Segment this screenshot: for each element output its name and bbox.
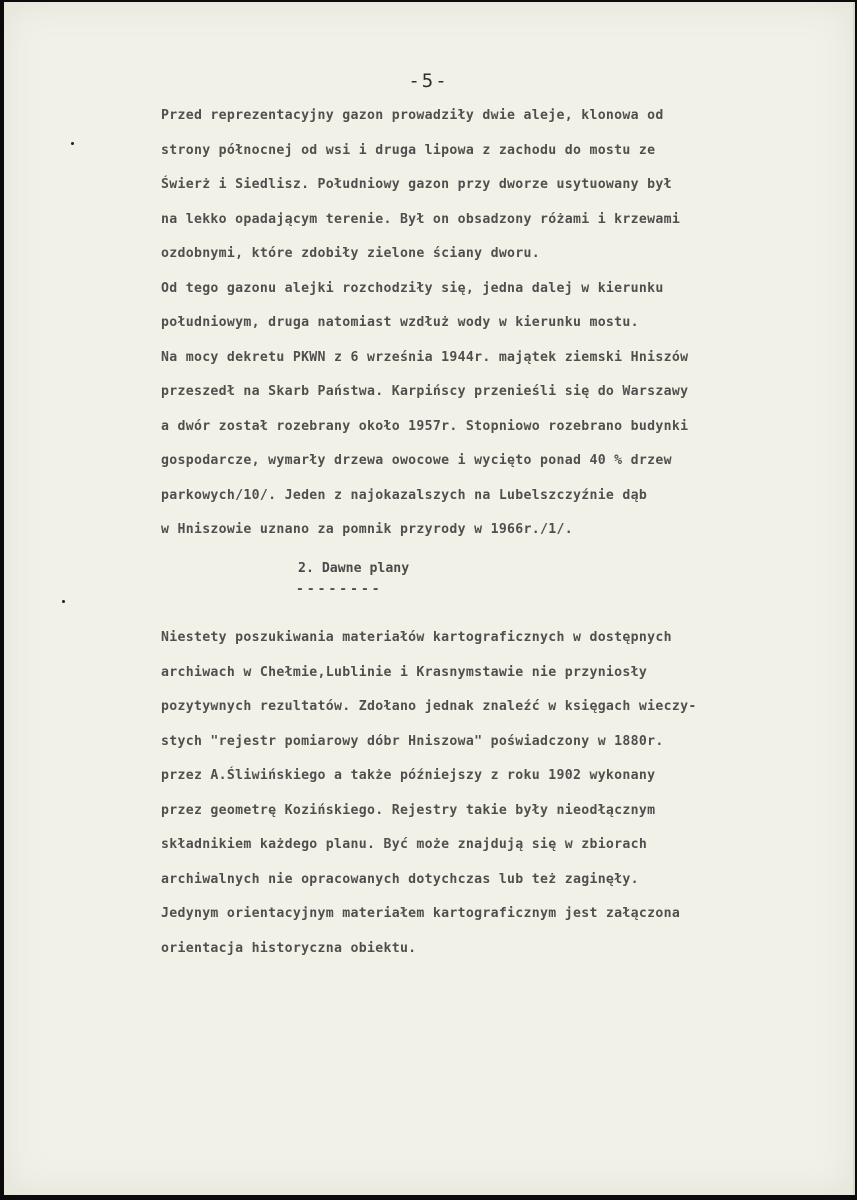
text-line: Od tego gazonu alejki rozchodziły się, jedna dalej w kierunku: [161, 280, 664, 296]
text-line: stych "rejestr pomiarowy dóbr Hniszowa" poświadczony w 1880r.: [161, 733, 664, 749]
text-line: na lekko opadającym terenie. Był on obsadzony różami i krzewami: [161, 211, 681, 227]
text-line: gospodarcze, wymarły drzewa owocowe i wycięto ponad 40 % drzew: [161, 453, 672, 468]
text-line: archiwalnych nie opracowanych dotychczas lub też zaginęły.: [161, 871, 639, 887]
text-line: południowym, druga natomiast wzdłuż wody w kierunku mostu.: [161, 315, 639, 330]
text-line: Jedynym orientacyjnym materiałem kartograficznym jest załączona: [161, 906, 681, 921]
text-line: w Hniszowie uznano za pomnik przyrody w 1966r./1/.: [161, 522, 573, 537]
margin-speck: [71, 142, 74, 145]
section-heading: 2. Dawne plany: [298, 561, 410, 576]
text-line: przeszedł na Skarb Państwa. Karpińscy przenieśli się do Warszawy: [161, 384, 689, 399]
text-line: a dwór został rozebrany około 1957r. Stopniowo rozebrano budynki: [161, 418, 689, 434]
paragraph-2: [161, 621, 829, 966]
margin-speck: [62, 600, 65, 603]
text-line: Świerż i Siedlisz. Południowy gazon przy dworze usytuowany był: [161, 177, 672, 192]
page-number: -5-: [408, 70, 449, 92]
text-line: strony północnej od wsi i druga lipowa z zachodu do mostu ze: [161, 142, 656, 158]
text-line: składnikiem każdego planu. Być może znajdują się w zbiorach: [161, 837, 648, 852]
heading-underline: --------: [296, 582, 383, 597]
text-line: Niestety poszukiwania materiałów kartograficznych w dostępnych: [161, 630, 672, 645]
text-line: parkowych/10/. Jeden z najokazalszych na Lubelszczyźnie dąb: [161, 487, 648, 503]
text-line: Przed reprezentacyjny gazon prowadziły dwie aleje, klonowa od: [161, 108, 664, 123]
text-line: orientacja historyczna obiektu.: [161, 940, 417, 956]
text-line: przez geometrę Kozińskiego. Rejestry takie były nieodłącznym: [161, 802, 656, 818]
text-line: archiwach w Chełmie,Lublinie i Krasnymstawie nie przyniosły: [161, 664, 648, 680]
paragraph-1: [161, 99, 829, 548]
text-line: Na mocy dekretu PKWN z 6 września 1944r. majątek ziemski Hniszów: [161, 349, 689, 365]
text-line: ozdobnymi, które zdobiły zielone ściany dworu.: [161, 246, 541, 261]
text-line: pozytywnych rezultatów. Zdołano jednak znaleźć w księgach wieczy-: [161, 699, 697, 714]
text-line: przez A.Śliwińskiego a także późniejszy z roku 1902 wykonany: [161, 768, 656, 783]
